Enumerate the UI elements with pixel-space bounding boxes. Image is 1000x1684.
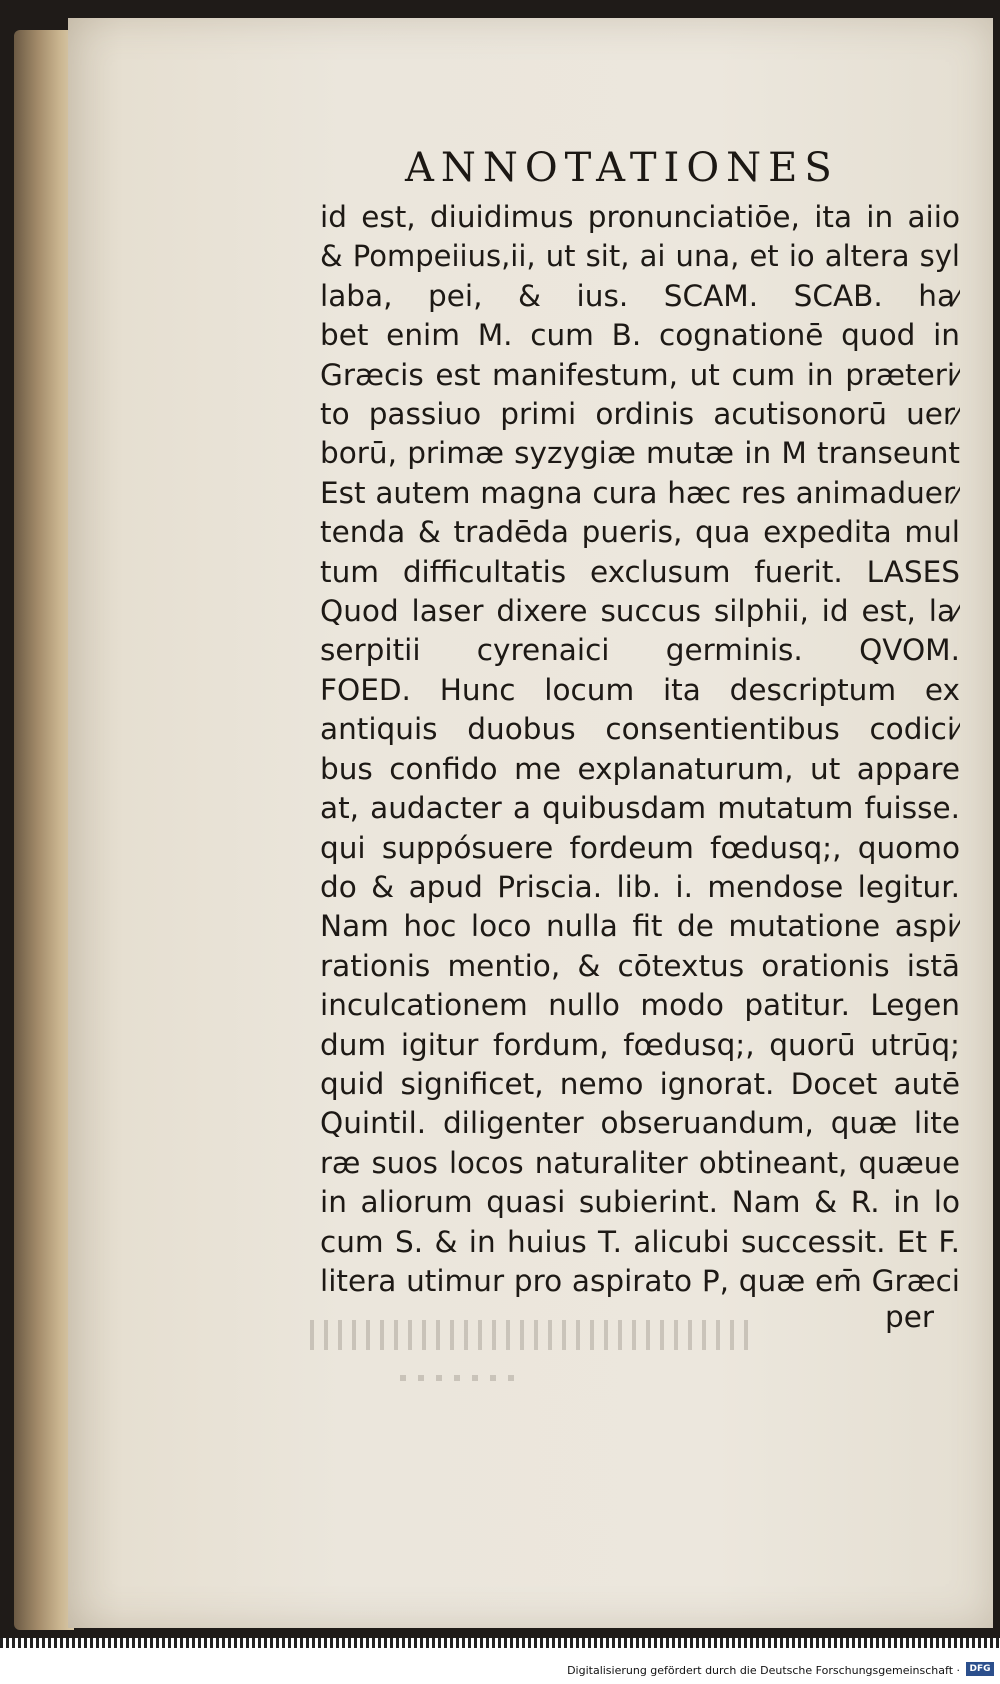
text-line: serpitii cyrenaici germinis. QVOM. <box>320 633 960 668</box>
running-head: ANNOTATIONES <box>405 145 839 191</box>
text-line: inculcationem nullo modo patitur. Legen <box>320 988 960 1023</box>
scan-border <box>0 1638 1000 1648</box>
text-line: bet enim M. cum B. cognationē quod in <box>320 318 960 353</box>
text-line: & Pompeiius,ii, ut sit, ai una, et io altera syl <box>320 239 960 274</box>
text-line: rationis mentio, & cōtextus orationis istā <box>320 948 960 983</box>
text-line: bus confido me explanaturum, ut appare <box>320 751 960 786</box>
text-line: in aliorum quasi subierint. Nam & R. in lo <box>320 1185 960 1220</box>
text-line: FOED. Hunc locum ita descriptum ex <box>320 672 960 707</box>
bleed-through-marks <box>400 1375 520 1381</box>
text-line: litera utimur pro aspirato P, quæ em̄ Græci <box>320 1263 960 1298</box>
text-line: antiquis duobus consentientibus codici⁄ <box>320 712 960 747</box>
catchword: per <box>885 1300 935 1334</box>
text-line: Nam hoc loco nulla fit de mutatione aspi⁄ <box>320 909 960 944</box>
text-line: at, audacter a quibusdam mutatum fuisse. <box>320 791 960 826</box>
text-line: id est, diuidimus pronunciatiōe, ita in aiio <box>320 200 960 234</box>
bleed-through-marks <box>310 1320 750 1350</box>
text-line: Est autem magna cura hæc res animaduer⁄ <box>320 475 960 510</box>
text-line: quid significet, nemo ignorat. Docet autē <box>320 1066 960 1101</box>
text-line: tenda & tradēda pueris, qua expedita mul <box>320 515 960 550</box>
text-line: tum difficultatis exclusum fuerit. LASES <box>320 554 960 589</box>
body-text <box>320 198 960 1301</box>
text-line: Græcis est manifestum, ut cum in præteri⁄ <box>320 357 960 392</box>
text-line: qui suppósuere fordeum fœdusq;, quomo <box>320 830 960 865</box>
text-line: Quod laser dixere succus silphii, id est, la⁄ <box>320 594 960 629</box>
text-line: ræ suos locos naturaliter obtineant, quæue <box>320 1145 960 1180</box>
text-line: Quintil. diligenter obseruandum, quæ lite <box>320 1106 960 1141</box>
text-line: do & apud Priscia. lib. i. mendose legitur. <box>320 869 960 904</box>
text-line: borū, primæ syzygiæ mutæ in M transeunt <box>320 436 960 471</box>
digitization-footer <box>0 1638 1000 1684</box>
text-line: cum S. & in huius T. alicubi successit. Et F. <box>320 1224 960 1259</box>
text-line: laba, pei, & ius. SCAM. SCAB. ha⁄ <box>320 278 960 313</box>
funding-credit: Digitalisierung gefördert durch die Deutsche Forschungsgemeinschaft · <box>567 1664 960 1677</box>
dfg-logo-icon: DFG <box>966 1662 994 1676</box>
text-line: to passiuo primi ordinis acutisonorū uer⁄ <box>320 397 960 432</box>
book-cover-edge <box>14 30 74 1630</box>
text-line: dum igitur fordum, fœdusq;, quorū utrūq; <box>320 1027 960 1062</box>
